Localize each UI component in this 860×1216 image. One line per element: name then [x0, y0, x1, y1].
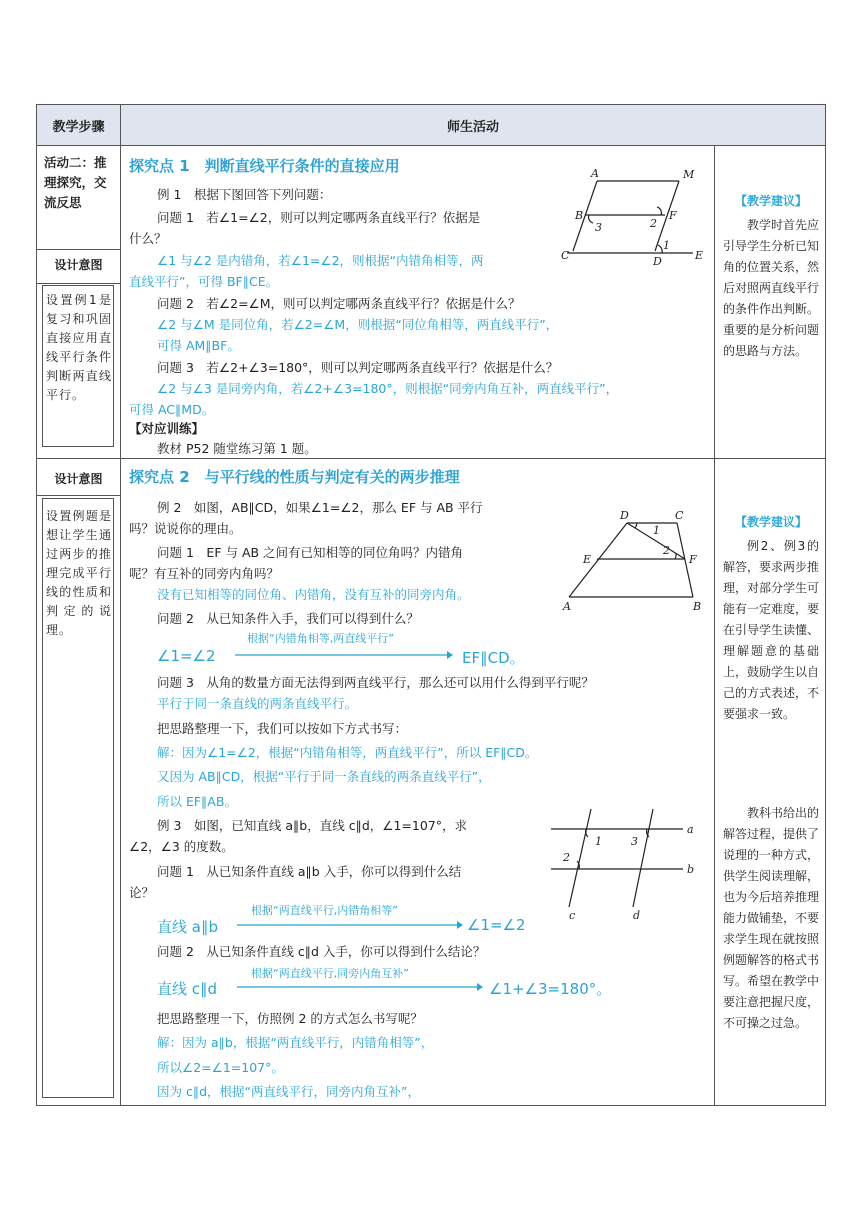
section1-title: 探究点 1 判断直线平行条件的直接应用 — [129, 157, 400, 175]
s2-q5: 问题 2 从已知条件直线 c∥d 入手，你可以得到什么结论？ — [157, 944, 486, 959]
fig1-label-B: B — [575, 209, 584, 222]
fig1-label-A: A — [591, 167, 599, 180]
ex3a: 例 3 如图，已知直线 a∥b，直线 c∥d，∠1=107°，求 — [157, 818, 468, 833]
figure-2-trapezoid — [557, 503, 707, 613]
ex2a: 例 2 如图，AB∥CD，如果∠1=∠2，那么 EF 与 AB 平行 — [157, 500, 483, 515]
figure-3-parallel-lines — [543, 807, 713, 923]
s1-a1a: ∠1 与∠2 是内错角，若∠1=∠2，则根据“内错角相等，两 — [157, 253, 484, 268]
header-steps: 教学步骤 — [37, 105, 120, 145]
fig1-label-E: E — [695, 249, 704, 262]
s1-a2b: 可得 AM∥BF。 — [157, 338, 240, 353]
fig1-label-M: M — [683, 168, 695, 181]
fig2-label-C: C — [675, 509, 684, 522]
teaching-tip-text-1: 教学时首先应引导学生分析已知角的位置关系，然后对照两直线平行的条件作出判断。重要的是分析问题的思路与方法。 — [723, 218, 820, 358]
fig3-label-c: c — [569, 909, 576, 922]
row-divider — [37, 249, 120, 250]
s1-a3a: ∠2 与∠3 是同旁内角，若∠2+∠3=180°，则根据“同旁内角互补，两直线平行”， — [157, 381, 619, 396]
s2-sol2: 又因为 AB∥CD，根据“平行于同一条直线的两条直线平行”， — [157, 769, 491, 784]
intent-title-1: 设计意图 — [54, 258, 103, 272]
s2-arrange2: 把思路整理一下，仿照例 2 的方式怎么书写呢？ — [157, 1011, 423, 1026]
s2-q3: 问题 3 从角的数量方面无法得到两直线平行，那么还可以用什么得到平行呢？ — [157, 675, 594, 690]
s2-q2: 问题 2 从已知条件入手，我们可以得到什么？ — [157, 611, 419, 626]
section2-title: 探究点 2 与平行线的性质与判定有关的两步推理 — [129, 468, 460, 486]
intent-text-1: 设置例1是复习和巩固直接应用直线平行条件判断两直线平行。 — [46, 293, 112, 402]
chain1-label: 根据“内错角相等,两直线平行” — [247, 632, 394, 645]
practice-text: 教材 P52 随堂练习第 1 题。 — [157, 441, 317, 456]
teaching-tip-title-2: 【教学建议】 — [734, 515, 807, 529]
s2-sol6: 因为 c∥d，根据“两直线平行，同旁内角互补”， — [157, 1084, 420, 1099]
teaching-tip-title-1: 【教学建议】 — [734, 194, 807, 208]
fig3-angle-2: 2 — [563, 851, 570, 864]
s2-sol3: 所以 EF∥AB。 — [157, 794, 237, 809]
intent-title-2: 设计意图 — [54, 472, 103, 486]
col-divider — [714, 145, 715, 1105]
chain1-right: EF∥CD。 — [462, 649, 525, 667]
s1-q1b: 什么？ — [129, 231, 167, 246]
fig1-label-C: C — [561, 249, 570, 262]
s2-sol5: 所以∠2=∠1=107°。 — [157, 1060, 284, 1075]
s2-a3: 平行于同一条直线的两条直线平行。 — [157, 696, 358, 711]
chain2-label: 根据“两直线平行,内错角相等” — [251, 904, 398, 917]
activity-label: 活动二：推理探究，交流反思 — [44, 155, 107, 210]
fig2-angle-2: 2 — [663, 544, 670, 557]
s1-q1a: 问题 1 若∠1=∠2，则可以判定哪两条直线平行？依据是 — [157, 210, 481, 225]
chain2-left: 直线 a∥b — [157, 918, 218, 936]
fig2-label-A: A — [563, 600, 571, 613]
lesson-table — [36, 104, 826, 1106]
fig2-label-D: D — [620, 509, 629, 522]
ex1-text: 例 1 根据下图回答下列问题： — [157, 187, 332, 202]
s1-q2: 问题 2 若∠2=∠M，则可以判定哪两条直线平行？依据是什么？ — [157, 296, 521, 311]
intent-text-2: 设置例题是想让学生通过两步的推理完成平行线的性质和判定的说理。 — [46, 509, 112, 637]
fig3-label-a: a — [687, 823, 694, 836]
header-activities: 师生活动 — [121, 105, 825, 145]
s1-a1b: 直线平行”，可得 BF∥CE。 — [129, 274, 279, 289]
fig3-angle-1: 1 — [595, 835, 602, 848]
col-divider — [120, 105, 121, 1105]
chain2-arrow — [237, 920, 463, 930]
s2-sol4: 解：因为 a∥b，根据“两直线平行，内错角相等”， — [157, 1035, 434, 1050]
fig3-angle-3: 3 — [631, 835, 638, 848]
s2-sol1: 解：因为∠1=∠2，根据“内错角相等，两直线平行”，所以 EF∥CD。 — [157, 745, 538, 760]
s2-q4a: 问题 1 从已知条件直线 a∥b 入手，你可以得到什么结 — [157, 864, 462, 879]
s2-q1a: 问题 1 EF 与 AB 之间有已知相等的同位角吗？内错角 — [157, 545, 464, 560]
fig3-label-d: d — [633, 909, 641, 922]
teaching-tip-text-2a: 例2、例3的解答，要求两步推理，对部分学生可能有一定难度，要在引导学生读懂、理解题意的基础上，鼓励学生以自己的方式表述，不要强求一致。 — [723, 539, 820, 721]
fig2-label-E: E — [583, 553, 592, 566]
chain1-arrow — [235, 650, 453, 660]
chain3-label: 根据“两直线平行,同旁内角互补” — [251, 967, 409, 980]
fig1-angle-3: 3 — [595, 221, 602, 234]
fig1-angle-2: 2 — [650, 217, 657, 230]
chain3-right: ∠1+∠3=180°。 — [489, 980, 612, 998]
row-divider — [37, 145, 825, 146]
s2-arrange: 把思路整理一下，我们可以按如下方式书写： — [157, 721, 408, 736]
fig1-angle-1: 1 — [663, 239, 670, 252]
ex2b: 吗？说说你的理由。 — [129, 521, 242, 536]
fig2-label-B: B — [693, 600, 702, 613]
s2-q4b: 论？ — [129, 885, 155, 900]
fig1-label-D: D — [653, 255, 662, 268]
s1-q3: 问题 3 若∠2+∠3=180°，则可以判定哪两条直线平行？依据是什么？ — [157, 360, 559, 375]
practice-title: 【对应训练】 — [129, 421, 205, 436]
fig3-label-b: b — [687, 863, 695, 876]
fig2-angle-1: 1 — [653, 524, 660, 537]
chain1-left: ∠1=∠2 — [157, 647, 216, 665]
row-divider — [37, 283, 120, 284]
chain2-right: ∠1=∠2 — [467, 916, 526, 934]
row-divider — [37, 458, 825, 459]
s2-a1: 没有已知相等的同位角、内错角，没有互补的同旁内角。 — [157, 587, 470, 602]
ex3b: ∠2，∠3 的度数。 — [129, 839, 234, 854]
chain3-left: 直线 c∥d — [157, 980, 218, 998]
chain3-arrow — [237, 982, 483, 992]
s1-a2a: ∠2 与∠M 是同位角，若∠2=∠M，则根据“同位角相等，两直线平行”， — [157, 317, 559, 332]
teaching-tip-text-2b: 教科书给出的解答过程，提供了说理的一种方式，供学生阅读理解，也为今后培养推理能力做铺垫，不要求学生现在就按照例题解答的格式书写。希望在教学中要注意把握尺度，不可操之过急。 — [723, 806, 820, 1030]
fig1-label-F: F — [669, 209, 677, 222]
fig2-label-F: F — [689, 553, 697, 566]
figure-1-parallelogram — [559, 163, 709, 269]
s2-q1b: 呢？有互补的同旁内角吗？ — [129, 566, 280, 581]
row-divider — [37, 495, 120, 496]
s1-a3b: 可得 AC∥MD。 — [129, 402, 215, 417]
